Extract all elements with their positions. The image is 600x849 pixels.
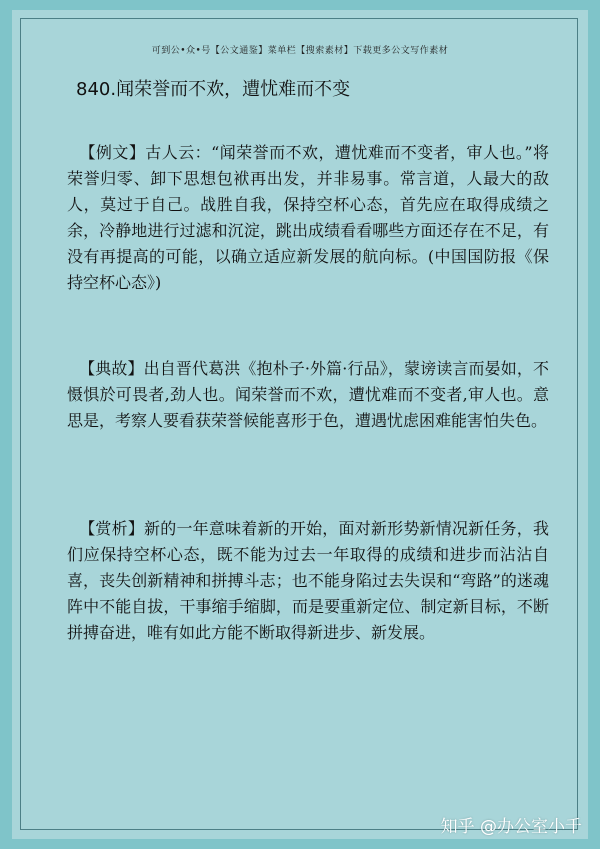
watermark: 知乎 @办公室小千 xyxy=(440,817,582,837)
section-tag: 【赏析】 xyxy=(79,519,145,538)
example-paragraph xyxy=(67,140,549,296)
section-tag: 【例文】 xyxy=(79,143,146,162)
section-text: 古人云：“闻荣誉而不欢，遭忧难而不变者，审人也。”将荣誉归零、卸下思想包袱再出发，并非易事。常言道，人最大的敌人，莫过于自己。战胜自我，保持空杯心态，首先应在取得成绩之余，冷静地进行过滤和沉淀，跳出成绩看看哪些方面还存在不足，有没有再提高的可能，以确立适应新发展的航向标。(中国国防报《保持空杯心态》) xyxy=(67,143,549,292)
section-text: 新的一年意味着新的开始，面对新形势新情况新任务，我们应保持空杯心态，既不能为过去一年取得的成绩和进步而沾沾自喜，丧失创新精神和拼搏斗志；也不能身陷过去失误和“弯路”的迷魂阵中不能自拔，干事缩手缩脚，而是要重新定位、制定新目标，不断拼搏奋进，唯有如此方能不断取得新进步、新发展。 xyxy=(67,519,549,642)
appreciation-paragraph xyxy=(67,516,549,646)
section-tag: 【典故】 xyxy=(79,359,144,378)
header-banner: 可到公•众•号【公文通鉴】菜单栏【搜索素材】下载更多公文写作素材 xyxy=(151,46,449,56)
section-text: 出自晋代葛洪《抱朴子·外篇·行品》，蒙谤读言而晏如，不慑惧於可畏者,劲人也。闻荣誉而不欢，遭忧难而不变者,审人也。意思是，考察人要看获荣誉候能喜形于色，遭遇忧虑困难能害怕失色。 xyxy=(67,359,549,430)
allusion-paragraph xyxy=(67,356,549,434)
page-title: 840.闻荣誉而不欢，遭忧难而不变 xyxy=(76,79,351,100)
